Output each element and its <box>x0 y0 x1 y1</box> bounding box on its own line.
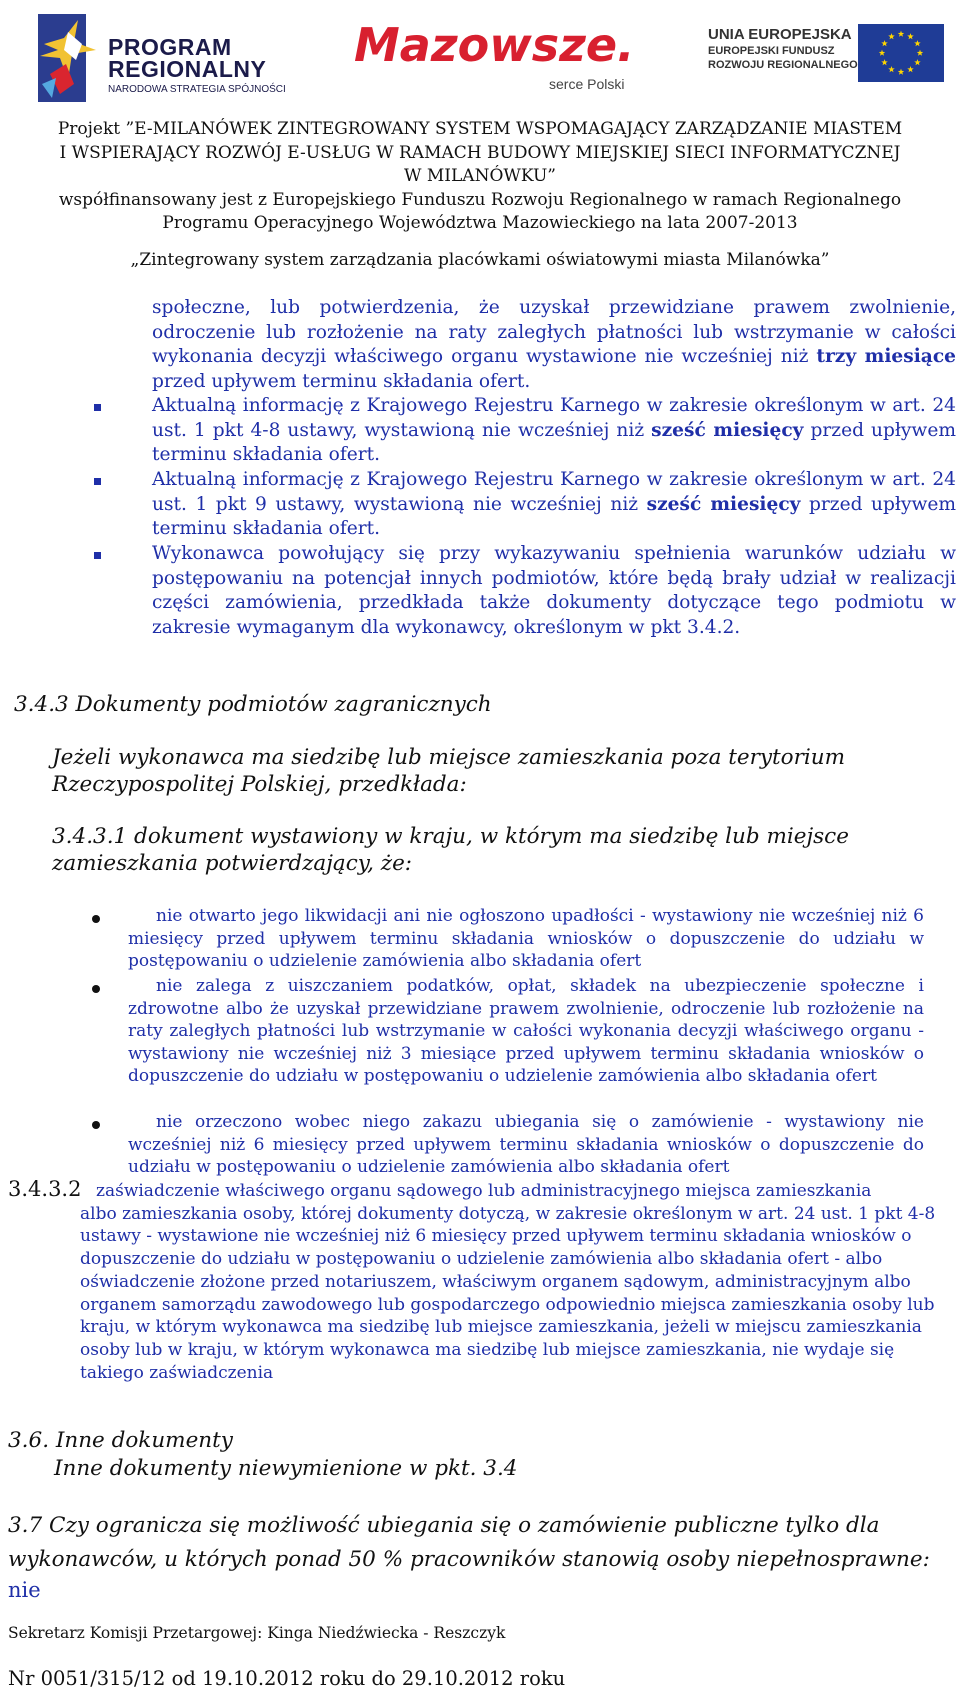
section-343-intro-2: Rzeczypospolitej Polskiej, przedkłada: <box>52 772 467 797</box>
potential-item <box>152 542 956 640</box>
mazowsze-logo <box>354 18 654 108</box>
krk1-text: Aktualną informację z Krajowego Rejestru Karnego w zakresie określonym w art. 24 ust. 1 pkt 4-8 ustawy, wystawioną nie wcześniej niż <box>152 395 956 441</box>
continued-paragraph <box>152 296 956 394</box>
logo-bar <box>38 10 943 110</box>
square-bullet-icon <box>94 478 101 485</box>
project-line-2: I WSPIERAJĄCY ROZWÓJ E-USŁUG W RAMACH BUDOWY MIEJSKIEJ SIECI INFORMATYCZNEJ <box>59 142 901 163</box>
program-regionalny-title <box>108 36 266 80</box>
project-line-5: Programu Operacyjnego Województwa Mazowieckiego na lata 2007-2013 <box>162 213 798 233</box>
section-37-answer: nie <box>8 1578 41 1602</box>
project-line-1: Projekt ”E-MILANÓWEK ZINTEGROWANY SYSTEM WSPOMAGAJĄCY ZARZĄDZANIE MIASTEM <box>57 119 903 139</box>
continued-bold: trzy miesiące <box>816 346 956 368</box>
project-line-4: współfinansowany jest z Europejskiego Funduszu Rozwoju Regionalnego w ramach Regionalnego <box>58 189 902 210</box>
section-343-heading: 3.4.3 Dokumenty podmiotów zagranicznych <box>14 692 492 717</box>
krk1-bold: sześć miesięcy <box>651 419 804 441</box>
krk2-bold: sześć miesięcy <box>646 493 801 515</box>
bullet-dot-icon <box>92 1121 100 1129</box>
section-343-intro-1: Jeżeli wykonawca ma siedzibę lub miejsce zamieszkania poza terytorium <box>52 745 845 770</box>
krk1-end: przed upływem terminu składania ofert. <box>152 419 956 466</box>
footer-document-number: Nr 0051/315/12 od 19.10.2012 roku do 29.10.2012 roku <box>8 1667 566 1690</box>
krk2-end: przed upływem terminu składania ofert. <box>152 493 956 540</box>
foreign-bullet-2-text: nie zalega z uiszczaniem podatków, opłat, składek na ubezpieczenie społeczne i zdrowotne albo że uzyskał przewidziane prawem zwolnienie, odroczenie lub rozłożenie na raty zaległych płatności lub wstrzymanie w całości wykonania decyzji właściwego organu - wystawiony nie wcześniej niż 3 miesiące przed upływem terminu składania wniosków o dopuszczenie do udziału w postępowaniu o udzielenie zamówienia albo składania ofert <box>128 976 924 1087</box>
program-regionalny-logo <box>38 14 318 104</box>
foreign-bullet-2 <box>128 975 924 1088</box>
krk2-text: Aktualną informację z Krajowego Rejestru Karnego w zakresie określonym w art. 24 ust. 1 pkt 9 ustawy, wystawioną nie wcześniej niż <box>152 469 956 515</box>
foreign-bullet-3 <box>128 1111 924 1179</box>
project-subtitle: „Zintegrowany system zarządzania placówkami oświatowymi miasta Milanówka” <box>130 250 830 270</box>
foreign-bullet-3-text: nie orzeczono wobec niego zakazu ubiegania się o zamówienie - wystawiony nie wcześniej niż 6 miesięcy przed upływem terminu składania wniosków o dopuszczenie do udziału w postępowaniu o udzielenie zamówienia albo składania ofert <box>128 1112 924 1178</box>
square-bullet-icon <box>94 552 101 559</box>
potential-text: Wykonawca powołujący się przy wykazywaniu spełnienia warunków udziału w postępowaniu na potencjał innych podmiotów, które będą brały udział w realizacji części zamówienia, przedkłada także dokumenty dotyczące tego podmiotu w zakresie wymaganym dla wykonawcy, określonym w pkt 3.4.2. <box>152 543 956 638</box>
eu-logo <box>708 22 948 102</box>
bullet-dot-icon <box>92 915 100 923</box>
section-3431-line-1: 3.4.3.1 dokument wystawiony w kraju, w którym ma siedzibę lub miejsce <box>52 824 849 849</box>
eu-line3: ROZWOJU REGIONALNEGO <box>708 59 858 71</box>
section-36-heading: 3.6. Inne dokumenty <box>8 1428 233 1453</box>
krk-item-2 <box>152 468 956 542</box>
eu-line2: EUROPEJSKI FUNDUSZ <box>708 45 835 57</box>
project-line-3: W MILANÓWKU” <box>404 166 556 186</box>
krk-item-1 <box>152 394 956 468</box>
foreign-bullet-1-text: nie otwarto jego likwidacji ani nie ogłoszono upadłości - wystawiony nie wcześniej niż 6 miesięcy przed upływem terminu składania wniosków o dopuszczenie do udziału w postępowaniu o udzielenie zamówienia albo składania ofert <box>128 906 924 972</box>
section-37-line-1: 3.7 Czy ogranicza się możliwość ubiegania się o zamówienie publiczne tylko dla <box>8 1513 880 1538</box>
eu-text <box>708 26 858 71</box>
eu-line1: UNIA EUROPEJSKA <box>708 26 852 43</box>
footer-secretary: Sekretarz Komisji Przetargowej: Kinga Niedźwiecka - Reszczyk <box>8 1624 506 1642</box>
eu-flag-icon <box>858 24 944 82</box>
mazowsze-subtitle: serce Polski <box>549 76 625 92</box>
section-3432-number: 3.4.3.2 <box>8 1177 82 1201</box>
program-line3: NARODOWA STRATEGIA SPÓJNOŚCI <box>108 84 286 95</box>
section-3431-line-2: zamieszkania potwierdzający, że: <box>52 851 413 876</box>
program-line1: PROGRAM <box>108 34 232 60</box>
program-star-icon <box>38 14 102 102</box>
project-header <box>20 118 940 236</box>
continued-end: przed upływem terminu składania ofert. <box>152 370 531 392</box>
bullet-dot-icon <box>92 985 100 993</box>
section-37-line-2: wykonawców, u których ponad 50 % pracowników stanowią osoby niepełnosprawne: <box>8 1547 930 1572</box>
section-3432-first-line: zaświadczenie właściwego organu sądowego lub administracyjnego miejsca zamieszkania <box>96 1181 872 1201</box>
program-line2: REGIONALNY <box>108 56 267 82</box>
mazowsze-word: Mazowsze. <box>354 18 635 72</box>
continued-text: społeczne, lub potwierdzenia, że uzyskał przewidziane prawem zwolnienie, odroczenie lub rozłożenie na raty zaległych płatności lub wstrzymanie w całości wykonania decyzji właściwego organu wystawione nie wcześniej niż <box>152 297 956 368</box>
section-36-text: Inne dokumenty niewymienione w pkt. 3.4 <box>54 1456 518 1481</box>
square-bullet-icon <box>94 404 101 411</box>
section-3432-text: albo zamieszkania osoby, której dokumenty dotyczą, w zakresie określonym w art. 24 ust. 1 pkt 4-8 ustawy - wystawione nie wcześniej niż 6 miesięcy przed upływem terminu składania wniosków o dopuszczenie do udziału w postępowaniu o udzielenie zamówienia albo składania ofert - albo oświadczenie złożone przed notariuszem, właściwym organem sądowym, administracyjnym albo organem samorządu zawodowego lub gospodarczego odpowiednio miejsca zamieszkania osoby lub kraju, w którym wykonawca ma siedzibę lub miejsce zamieszkania, jeżeli w miejscu zamieszkania osoby lub w kraju, w którym wykonawca ma siedzibę lub miejsce zamieszkania, nie wydaje się takiego zaświadczenia <box>80 1203 936 1383</box>
foreign-bullet-1 <box>128 905 924 973</box>
